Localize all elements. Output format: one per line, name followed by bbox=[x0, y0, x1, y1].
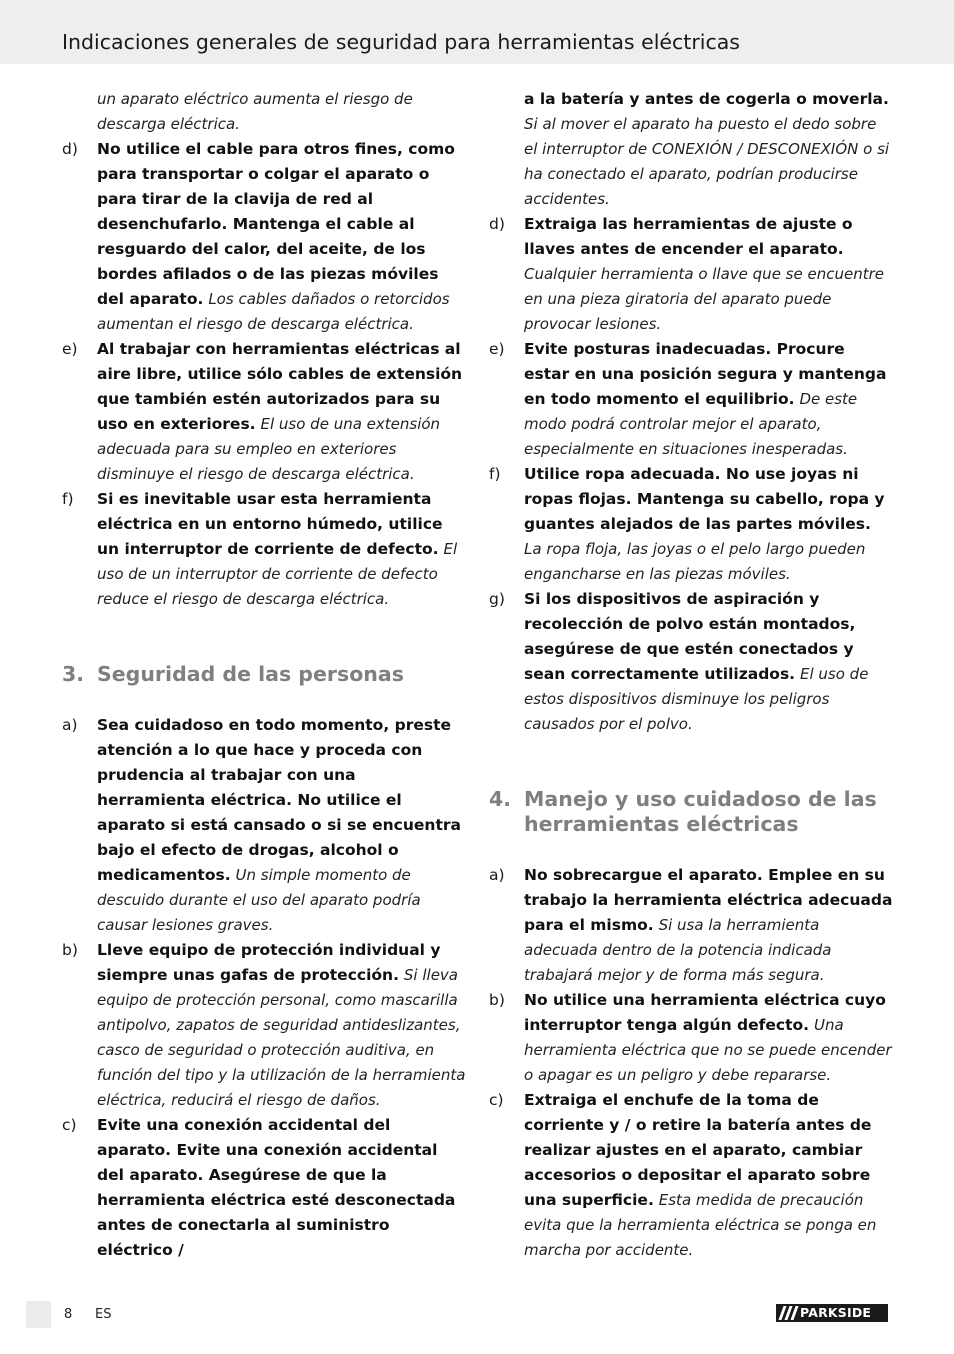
item-bold-text: Lleve equipo de protección individual y siempre unas gafas de protección. bbox=[97, 941, 441, 984]
continued-bold: a la batería y antes de cogerla o moverla. bbox=[524, 90, 889, 108]
item-letter: d) bbox=[62, 140, 78, 158]
item-bold-text: Evite una conexión accidental del aparato. Evite una conexión accidental del aparato. Asegúrese de que la herramienta eléctrica esté desconectada antes de conectarla al suministro eléctrico / bbox=[97, 1116, 456, 1259]
list-item bbox=[62, 713, 466, 938]
item-bold-text: No utilice el cable para otros fines, como para transportar o colgar el aparato o para tirar de la clavija de red al desenchufarlo. Mantenga el cable al resguardo del calor, del aceite, de los bordes afilados o de las piezas móviles del aparato. bbox=[97, 140, 455, 308]
continued-italic: Si al mover el aparato ha puesto el dedo sobre el interruptor de CONEXIÓN / DESCONEXIÓN o si ha conectado el aparato, podrían producirse accidentes. bbox=[524, 115, 890, 208]
list-item bbox=[489, 462, 893, 587]
item-bold-text: Al trabajar con herramientas eléctricas al aire libre, utilice sólo cables de extensión que también estén autorizados para su uso en exteriores. bbox=[97, 340, 463, 433]
item-letter: a) bbox=[62, 716, 78, 734]
section-4-heading bbox=[489, 787, 893, 837]
item-bold-text: Extraiga las herramientas de ajuste o llaves antes de encender el aparato. bbox=[524, 215, 853, 258]
item-italic-text: El uso de una extensión adecuada para su empleo en exteriores disminuye el riesgo de descarga eléctrica. bbox=[97, 415, 441, 483]
item-bold-text: Evite posturas inadecuadas. Procure estar en una posición segura y mantenga en todo momento el equilibrio. bbox=[524, 340, 887, 408]
item-letter: c) bbox=[489, 1091, 504, 1109]
right-column bbox=[489, 87, 893, 1263]
item-bold-text: No utilice una herramienta eléctrica cuyo interruptor tenga algún defecto. bbox=[524, 991, 886, 1034]
item-letter: g) bbox=[489, 590, 505, 608]
section-3-heading bbox=[62, 662, 466, 687]
list-item bbox=[62, 487, 466, 612]
list-item bbox=[489, 863, 893, 988]
item-italic-text: Cualquier herramienta o llave que se encuentre en una pieza giratoria del aparato puede provocar lesiones. bbox=[524, 265, 884, 333]
list-item bbox=[489, 212, 893, 337]
item-letter: f) bbox=[489, 465, 501, 483]
list-item bbox=[62, 938, 466, 1113]
brand-logo bbox=[776, 1304, 888, 1322]
item-bold-text: Utilice ropa adecuada. No use joyas ni ropas flojas. Mantenga su cabello, ropa y guantes alejados de las partes móviles. bbox=[524, 465, 885, 533]
item-letter: c) bbox=[62, 1116, 77, 1134]
item-italic-text: Un simple momento de descuido durante el uso del aparato podría causar lesiones graves. bbox=[97, 866, 421, 934]
list-item bbox=[489, 587, 893, 737]
list-item bbox=[62, 1113, 466, 1263]
logo-stripes-icon bbox=[776, 1304, 800, 1322]
list-item bbox=[489, 988, 893, 1088]
item-italic-text: Si usa la herramienta adecuada dentro de la potencia indicada trabajará mejor y de forma más segura. bbox=[524, 916, 832, 984]
brand-name: PARKSIDE bbox=[800, 1305, 872, 1320]
list-item bbox=[62, 337, 466, 487]
page-header bbox=[0, 0, 954, 64]
continued-text bbox=[489, 87, 893, 212]
item-italic-text: Esta medida de precaución evita que la herramienta eléctrica se ponga en marcha por accidente. bbox=[524, 1191, 877, 1259]
continued-text bbox=[62, 87, 466, 137]
item-bold-text: Si es inevitable usar esta herramienta eléctrica en un entorno húmedo, utilice un interruptor de corriente de defecto. bbox=[97, 490, 443, 558]
page-number: 8 bbox=[64, 1307, 73, 1322]
continued-italic: un aparato eléctrico aumenta el riesgo de descarga eléctrica. bbox=[97, 90, 413, 133]
item-bold-text: Sea cuidadoso en todo momento, preste atención a lo que hace y proceda con prudencia al trabajar con una herramienta eléctrica. No utilice el aparato si está cansado o si se encuentra bajo el efecto de drogas, alcohol o medicamentos. bbox=[97, 716, 461, 884]
item-letter: b) bbox=[62, 941, 78, 959]
item-italic-text: Los cables dañados o retorcidos aumentan el riesgo de descarga eléctrica. bbox=[97, 290, 450, 333]
section-number: 4. bbox=[489, 787, 512, 811]
page-title: Indicaciones generales de seguridad para herramientas eléctricas bbox=[62, 30, 740, 54]
item-italic-text: El uso de un interruptor de corriente de defecto reduce el riesgo de descarga eléctrica. bbox=[97, 540, 458, 608]
footer-tab bbox=[26, 1301, 51, 1328]
left-column bbox=[62, 87, 466, 1263]
item-italic-text: El uso de estos dispositivos disminuye los peligros causados por el polvo. bbox=[524, 665, 869, 733]
item-letter: e) bbox=[62, 340, 78, 358]
item-letter: e) bbox=[489, 340, 505, 358]
list-item bbox=[62, 137, 466, 337]
item-bold-text: No sobrecargue el aparato. Emplee en su trabajo la herramienta eléctrica adecuada para el mismo. bbox=[524, 866, 893, 934]
section-title: Seguridad de las personas bbox=[97, 662, 404, 686]
item-bold-text: Extraiga el enchufe de la toma de corriente y / o retire la batería antes de realizar ajustes en el aparato, cambiar accesorios o depositar el aparato sobre una superficie. bbox=[524, 1091, 872, 1209]
item-bold-text: Si los dispositivos de aspiración y recolección de polvo están montados, asegúrese de que estén conectados y sean correctamente utilizados. bbox=[524, 590, 856, 683]
item-letter: d) bbox=[489, 215, 505, 233]
item-italic-text: De este modo podrá controlar mejor el aparato, especialmente en situaciones inesperadas. bbox=[524, 390, 858, 458]
section-number: 3. bbox=[62, 662, 85, 686]
item-letter: b) bbox=[489, 991, 505, 1009]
language-code: ES bbox=[95, 1307, 112, 1322]
item-letter: a) bbox=[489, 866, 505, 884]
item-letter: f) bbox=[62, 490, 74, 508]
item-italic-text: La ropa floja, las joyas o el pelo largo pueden engancharse en las piezas móviles. bbox=[524, 540, 866, 583]
section-title: Manejo y uso cuidadoso de las herramientas eléctricas bbox=[524, 787, 877, 836]
list-item bbox=[489, 337, 893, 462]
list-item bbox=[489, 1088, 893, 1263]
item-italic-text: Una herramienta eléctrica que no se puede encender o apagar es un peligro y debe repararse. bbox=[524, 1016, 892, 1084]
item-italic-text: Si lleva equipo de protección personal, como mascarilla antipolvo, zapatos de seguridad antideslizantes, casco de seguridad o protección auditiva, en función del tipo y la utilización de la herramienta eléctrica, reducirá el riesgo de daños. bbox=[97, 966, 466, 1109]
